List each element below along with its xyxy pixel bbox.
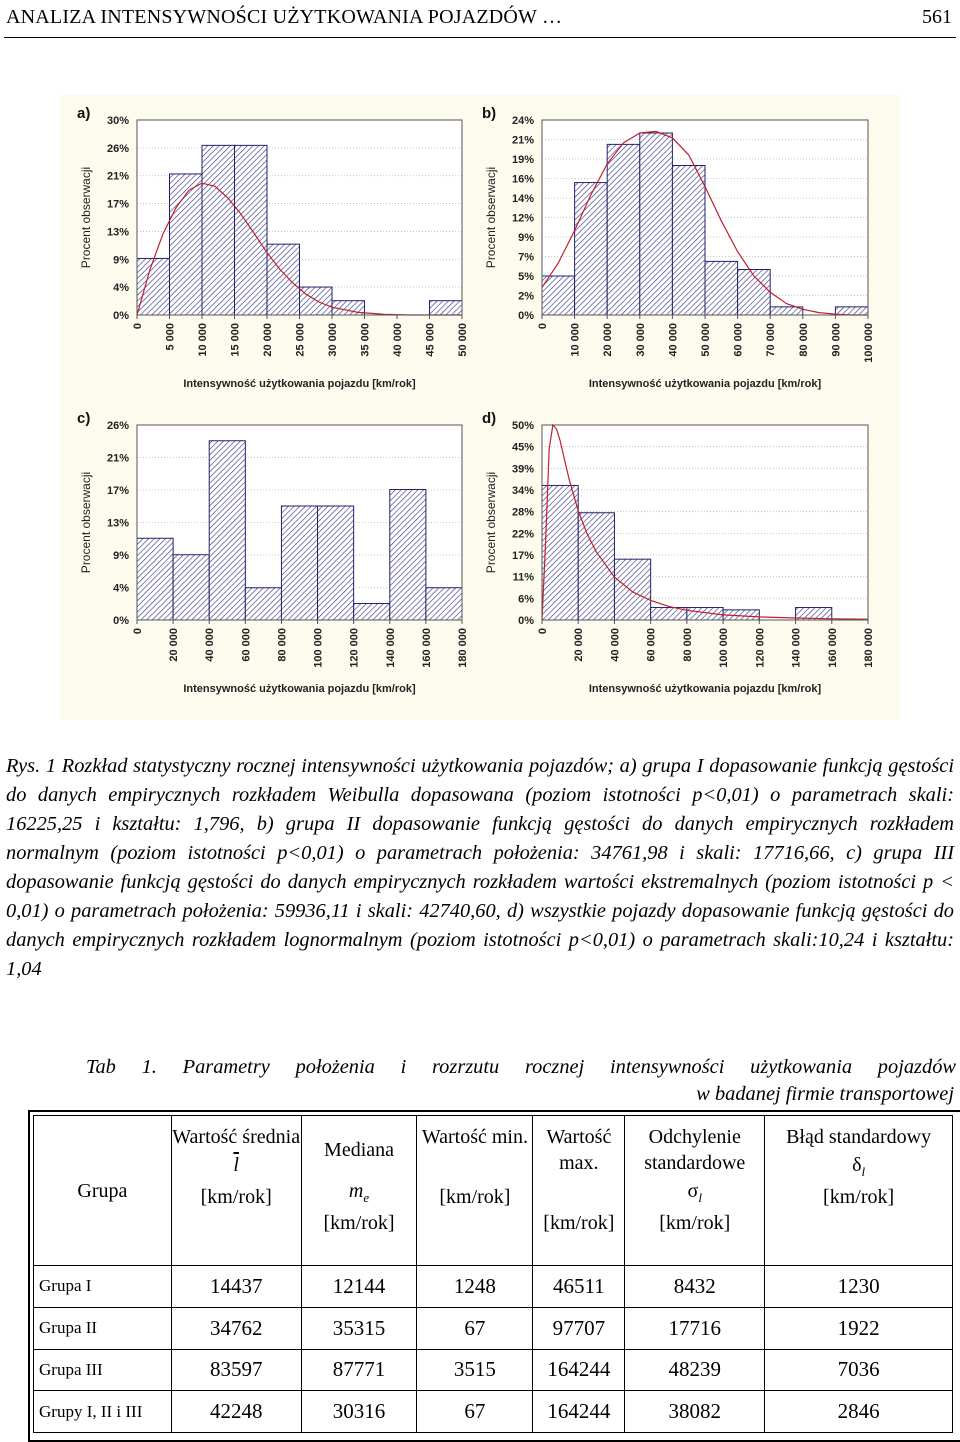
x-axis-label: Intensywność użytkowania pojazdu [km/rok] (588, 378, 822, 390)
symbol-me: $m_e$ (348, 1180, 370, 1205)
y-tick-label: 0% (518, 310, 534, 322)
x-tick-label: 0 (537, 323, 549, 330)
x-tick-label: 40 000 (392, 323, 404, 357)
col-header-mean: Wartość średnia $\overline{l}$ [km/rok] (171, 1116, 301, 1266)
table-row: Grupa II 34762 35315 67 97707 17716 1922 (34, 1307, 953, 1349)
y-tick-label: 11% (512, 571, 534, 584)
y-tick-label: 12% (511, 212, 534, 225)
x-tick-label: 35 000 (359, 323, 372, 357)
y-axis-label: Procent obserwacji (484, 471, 498, 574)
x-tick-label: 40 000 (609, 628, 622, 662)
histogram-bar (614, 559, 650, 620)
histogram-bar (835, 307, 868, 315)
y-tick-label: 21% (106, 170, 129, 183)
symbol-delta: $\delta_l$ (852, 1154, 866, 1179)
y-tick-label: 22% (511, 528, 534, 541)
y-tick-label: 17% (511, 550, 534, 562)
figure-histograms (60, 95, 900, 720)
x-tick-label: 120 000 (754, 628, 767, 668)
histogram-bar (137, 258, 170, 315)
y-tick-label: 50% (511, 420, 534, 432)
x-axis-label: Intensywność użytkowania pojazdu [km/rok] (588, 683, 822, 695)
y-tick-label: 9% (518, 232, 534, 244)
y-tick-label: 14% (511, 193, 534, 205)
y-tick-label: 28% (511, 506, 534, 519)
symbol-l-bar: $\overline{l}$ (233, 1154, 239, 1176)
x-tick-label: 50 000 (457, 323, 469, 357)
histogram-bar (245, 588, 281, 620)
x-tick-label: 20 000 (168, 628, 181, 662)
x-tick-label: 140 000 (790, 628, 803, 668)
histogram-panel-b (482, 105, 875, 390)
x-tick-label: 45 000 (424, 323, 437, 357)
y-tick-label: 26% (106, 142, 129, 155)
table-row: Grupa I 14437 12144 1248 46511 8432 1230 (34, 1266, 953, 1308)
histogram-bar (672, 166, 705, 316)
y-tick-label: 13% (106, 226, 129, 239)
x-tick-label: 60 000 (732, 323, 745, 357)
histogram-bar (542, 276, 575, 315)
histogram-bar (267, 244, 300, 315)
y-tick-label: 19% (511, 154, 534, 166)
histogram-bar (640, 133, 673, 315)
x-tick-label: 100 000 (863, 323, 875, 363)
table-header-row (34, 1116, 953, 1266)
y-tick-label: 21% (511, 134, 534, 147)
panel-label: a) (77, 105, 91, 122)
table-row: Grupy I, II i III 42248 30316 67 164244 38082 2846 (34, 1391, 953, 1433)
histogram-bar (318, 506, 354, 620)
histogram-bar (705, 261, 738, 315)
x-tick-label: 180 000 (457, 628, 469, 668)
y-tick-label: 0% (113, 310, 129, 322)
y-axis-label: Procent obserwacji (79, 166, 93, 269)
histogram-panel-c (77, 410, 469, 695)
y-tick-label: 2% (518, 290, 534, 303)
y-tick-label: 26% (106, 420, 129, 432)
histogram-bar (390, 490, 426, 621)
histogram-bar (173, 555, 209, 620)
histogram-bar (607, 144, 640, 315)
col-header-min: Wartość min. [km/rok] (417, 1116, 533, 1266)
x-tick-label: 0 (537, 628, 549, 635)
histogram-bar (300, 287, 333, 315)
panel-label: c) (77, 410, 91, 427)
x-tick-label: 30 000 (634, 323, 647, 357)
y-axis-label: Procent obserwacji (484, 166, 498, 269)
x-tick-label: 70 000 (765, 323, 778, 357)
x-tick-label: 80 000 (276, 628, 289, 662)
x-tick-label: 25 000 (294, 323, 307, 357)
x-tick-label: 80 000 (681, 628, 694, 662)
histogram-bar (235, 145, 268, 315)
col-header-median: Mediana $m_e$ [km/rok] (301, 1116, 417, 1266)
figure-caption: Rys. 1 Rozkład statystyczny rocznej intensywności użytkowania pojazdów; a) grupa I dopasowanie funkcją gęstości do danych empirycznych rozkładem Weibulla dopasowana (poziom istotności p<0,01) o parametrach skali: 16225,25 i kształtu: 1,796, b) grupa II dopasowanie funkcją gęstości do danych empirycznych rozkładem normalnym (poziom istotności p<0,01) o parametrach położenia: 34761,98 i skali: 17716,66, c) grupa III dopasowanie funkcją gęstości do danych empirycznych rozkładem wartości ekstremalnych (poziom istotności p < 0,01) o parametrach położenia: 59936,11 i skali: 42740,60, d) wszystkie pojazdy dopasowanie funkcją gęstości do danych empirycznych rozkładem lognormalnym (poziom istotności p<0,01) o parametrach skali:10,24 i kształtu: 1,04 (6, 755, 954, 980)
x-axis-label: Intensywność użytkowania pojazdu [km/rok] (183, 378, 416, 390)
histogram-bar (281, 506, 317, 620)
x-tick-label: 15 000 (229, 323, 242, 357)
x-tick-label: 10 000 (197, 323, 209, 357)
y-tick-label: 5% (518, 271, 534, 283)
histogram-panels (60, 95, 900, 720)
panel-label: d) (482, 410, 497, 427)
histogram-bar (430, 301, 463, 315)
histogram-bar (137, 538, 173, 620)
x-tick-label: 140 000 (384, 628, 397, 668)
parameters-table (33, 1115, 953, 1433)
y-tick-label: 45% (511, 441, 534, 454)
y-tick-label: 0% (113, 615, 129, 627)
x-tick-label: 60 000 (645, 628, 658, 662)
x-axis-label: Intensywność użytkowania pojazdu [km/rok] (183, 683, 416, 695)
y-tick-label: 34% (511, 485, 534, 497)
x-tick-label: 160 000 (826, 628, 839, 668)
col-header-max: Wartość max. [km/rok] (533, 1116, 625, 1266)
y-tick-label: 21% (106, 452, 129, 465)
x-tick-label: 40 000 (204, 628, 217, 662)
y-tick-label: 4% (113, 582, 129, 595)
x-tick-label: 90 000 (830, 323, 843, 357)
x-tick-label: 20 000 (262, 323, 274, 357)
histogram-bar (209, 441, 245, 620)
col-header-stderr: Błąd standardowy $\delta_l$ [km/rok] (765, 1116, 953, 1266)
histogram-panel-d (482, 410, 875, 695)
col-header-group: Grupa (34, 1116, 172, 1266)
symbol-sigma: $\sigma_l$ (687, 1180, 702, 1205)
col-header-stddev: Odchylenie standardowe $\sigma_l$ [km/rok] (625, 1116, 765, 1266)
page-number: 561 (922, 6, 952, 28)
x-tick-label: 120 000 (348, 628, 361, 668)
y-tick-label: 9% (113, 254, 129, 267)
table-title-line2: w badanej firmie transportowej (696, 1083, 954, 1105)
x-tick-label: 20 000 (602, 323, 615, 357)
x-tick-label: 160 000 (420, 628, 433, 668)
panel-label: b) (482, 105, 497, 122)
y-tick-label: 39% (511, 463, 534, 476)
page-header (0, 0, 960, 40)
y-tick-label: 16% (511, 173, 534, 186)
y-tick-label: 24% (511, 115, 534, 127)
table-title: Tab 1. Parametry położenia i rozrzutu rocznej intensywności użytkowania pojazdów (86, 1056, 956, 1078)
x-tick-label: 5 000 (164, 323, 177, 351)
x-tick-label: 0 (132, 323, 144, 330)
histogram-bar (426, 588, 462, 620)
x-tick-label: 20 000 (573, 628, 586, 662)
x-tick-label: 0 (132, 628, 144, 635)
x-tick-label: 80 000 (797, 323, 810, 357)
x-tick-label: 30 000 (327, 323, 339, 357)
x-tick-label: 60 000 (240, 628, 253, 662)
histogram-bar (575, 183, 608, 315)
histogram-bar (354, 604, 390, 621)
y-tick-label: 4% (113, 282, 129, 295)
x-tick-label: 180 000 (863, 628, 875, 668)
y-tick-label: 13% (106, 517, 129, 530)
y-axis-label: Procent obserwacji (79, 471, 93, 574)
y-tick-label: 30% (106, 115, 129, 127)
header-rule (4, 37, 956, 38)
y-tick-label: 9% (113, 550, 129, 562)
x-tick-label: 10 000 (569, 323, 582, 357)
x-tick-label: 100 000 (312, 628, 325, 668)
x-tick-label: 40 000 (667, 323, 680, 357)
histogram-panel-a (77, 105, 469, 390)
x-tick-label: 100 000 (718, 628, 731, 668)
histogram-bar (578, 513, 614, 620)
y-tick-label: 7% (518, 251, 534, 264)
histogram-bar (202, 145, 235, 315)
y-tick-label: 6% (518, 593, 534, 606)
y-tick-label: 0% (518, 615, 534, 627)
x-tick-label: 50 000 (700, 323, 712, 357)
table-row: Grupa III 83597 87771 3515 164244 48239 7036 (34, 1349, 953, 1391)
y-tick-label: 17% (106, 198, 129, 211)
y-tick-label: 17% (106, 485, 129, 497)
running-title: ANALIZA INTENSYWNOŚCI UŻYTKOWANIA POJAZDÓW … (6, 6, 563, 28)
table-frame (28, 1110, 960, 1442)
